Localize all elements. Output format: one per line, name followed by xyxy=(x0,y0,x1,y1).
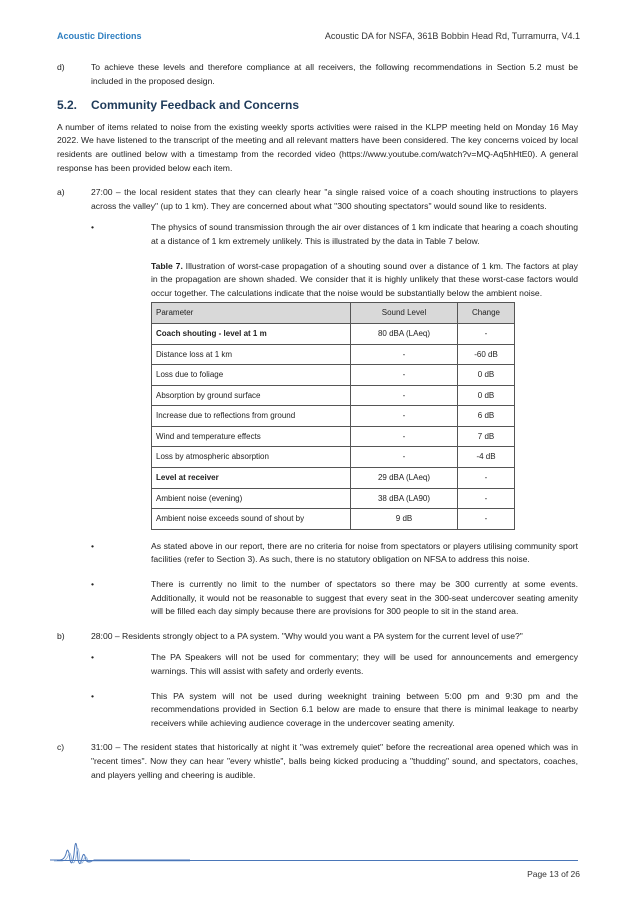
bullet-text: There is currently no limit to the number of spectators so there may be 300 currently at some events. Additionally, it would not be reasonable to suggest that every seat in the 300-seat undercover seating amenity will be filled each day simply because there are provisions for 300 people to sit in the stand area. xyxy=(151,579,578,617)
table-cell: - xyxy=(351,365,458,386)
bullet-text: As stated above in our report, there are no criteria for noise from spectators or players utilising community sport facilities (refer to Section 3). As such, there is no statutory obligation on NFSA to address this noise. xyxy=(151,540,578,565)
table-cell: - xyxy=(458,509,515,530)
bullet-mark: • xyxy=(91,222,95,233)
table-cell: 29 dBA (LAeq) xyxy=(351,468,458,489)
footer-rule xyxy=(57,860,578,861)
item-b xyxy=(57,630,578,644)
caption-text: Illustration of worst-case propagation of a shouting sound over a distance of 1 km. The factors at play in the propagation are shown shaded. We consider that it is highly unlikely that these worst-case factors would occur together. The calculations indicate that the noise would be substantially below the ambient noise. xyxy=(151,260,578,298)
bullet-item xyxy=(91,578,578,619)
section-heading xyxy=(57,99,578,113)
bullet-text: The PA Speakers will not be used for commentary; they will be used for announcements and emergency warnings. This will assist with safety and orderly events. xyxy=(151,652,578,676)
table-cell: Ambient noise exceeds sound of shout by xyxy=(152,509,351,530)
table-cell: - xyxy=(458,468,515,489)
table-cell: Loss due to foliage xyxy=(152,365,351,386)
bullet-mark: • xyxy=(91,540,95,551)
propagation-table xyxy=(151,302,515,530)
bullet-mark: • xyxy=(91,690,95,701)
table-cell: Coach shouting - level at 1 m xyxy=(152,323,351,344)
table-row xyxy=(152,509,515,530)
table-row xyxy=(152,406,515,427)
section-title: Community Feedback and Concerns xyxy=(91,98,300,113)
table-row xyxy=(152,488,515,509)
table-row xyxy=(152,323,515,344)
table-cell: - xyxy=(351,344,458,365)
table-cell: -4 dB xyxy=(458,447,515,468)
page-number: Page 13 of 26 xyxy=(527,869,580,879)
table-cell: - xyxy=(351,426,458,447)
bullet-text: This PA system will not be used during weeknight training between 5:00 pm and 9:30 pm and the recommendations provided in Section 6.1 below are made to ensure that there is minimal leakage to nearby receivers while achieving audience coverage in the undercover seating amenity. xyxy=(151,690,578,728)
item-label: a) xyxy=(57,187,65,198)
table-cell: 0 dB xyxy=(458,365,515,386)
bullet-mark: • xyxy=(91,652,95,663)
company-brand: Acoustic Directions xyxy=(57,31,142,41)
table-cell: - xyxy=(351,447,458,468)
bullet-item xyxy=(91,540,578,567)
table-cell: Distance loss at 1 km xyxy=(152,344,351,365)
table-row xyxy=(152,344,515,365)
item-d xyxy=(57,61,578,88)
table-cell: - xyxy=(351,385,458,406)
table-cell: Ambient noise (evening) xyxy=(152,488,351,509)
item-label: b) xyxy=(57,630,65,641)
bullet-item xyxy=(91,690,578,731)
waveform-logo-icon xyxy=(50,824,190,868)
item-a xyxy=(57,186,578,213)
table-header-cell: Change xyxy=(458,303,515,324)
table-cell: 6 dB xyxy=(458,406,515,427)
table-cell: 7 dB xyxy=(458,426,515,447)
page-content xyxy=(57,61,578,793)
table-cell: - xyxy=(458,323,515,344)
table-cell: 0 dB xyxy=(458,385,515,406)
item-text: 27:00 – the local resident states that they can clearly hear "a single raised voice of a coach shouting instructions to players across the valley" (up to 1 km). They are concerned about what "300 shouting spectators" would sound like to residents. xyxy=(91,187,578,211)
item-text: To achieve these levels and therefore compliance at all receivers, the following recommendations in Section 5.2 must be included in the proposed design. xyxy=(91,62,578,86)
section-intro: A number of items related to noise from the existing weekly sports activities were raised in the KLPP meeting held on Monday 16 May 2022. We have listened to the transcript of the meeting and all relevant matters have been considered. The key concerns voiced by local residents are outlined below with a timestamp from the recorded video (https://www.youtube.com/watch?v=MQ-Aq5hHtE0). A general response has been provided below each item. xyxy=(57,121,578,173)
table-cell: 9 dB xyxy=(351,509,458,530)
table-row xyxy=(152,447,515,468)
table-cell: Wind and temperature effects xyxy=(152,426,351,447)
item-c xyxy=(57,741,578,782)
table-header-row xyxy=(152,303,515,324)
table-row xyxy=(152,365,515,386)
table-cell: 38 dBA (LA90) xyxy=(351,488,458,509)
bullet-item xyxy=(91,651,578,678)
bullet-text: The physics of sound transmission through the air over distances of 1 km indicate that hearing a coach shouting at a distance of 1 km extremely unlikely. This is illustrated by the data in Table 7 below. xyxy=(151,222,578,246)
table-cell: Level at receiver xyxy=(152,468,351,489)
document-title: Acoustic DA for NSFA, 361B Bobbin Head Rd, Turramurra, V4.1 xyxy=(324,31,580,41)
table-row xyxy=(152,385,515,406)
table-header-cell: Parameter xyxy=(152,303,351,324)
table-caption xyxy=(151,260,578,301)
item-label: c) xyxy=(57,742,65,753)
table-row xyxy=(152,426,515,447)
item-text: 31:00 – The resident states that historically at night it "was extremely quiet" before the recreational area opened which was in "recent times". Now they can hear "every whistle", balls being kicked producing a "thudding" sound, and spectators, coaches, and players yelling and cheering is audible. xyxy=(91,742,578,780)
table-cell: -60 dB xyxy=(458,344,515,365)
item-label: d) xyxy=(57,62,65,72)
table-cell: Increase due to reflections from ground xyxy=(152,406,351,427)
table-cell: Loss by atmospheric absorption xyxy=(152,447,351,468)
bullet-mark: • xyxy=(91,579,95,590)
item-text: 28:00 – Residents strongly object to a PA system. "Why would you want a PA system for the current level of use?" xyxy=(91,630,523,641)
table-cell: Absorption by ground surface xyxy=(152,385,351,406)
table-header-cell: Sound Level xyxy=(351,303,458,324)
section-number: 5.2. xyxy=(57,98,78,113)
bullet-item xyxy=(91,221,578,248)
table-cell: 80 dBA (LAeq) xyxy=(351,323,458,344)
table-cell: - xyxy=(458,488,515,509)
caption-label: Table 7. xyxy=(151,260,183,271)
table-cell: - xyxy=(351,406,458,427)
table-row xyxy=(152,468,515,489)
